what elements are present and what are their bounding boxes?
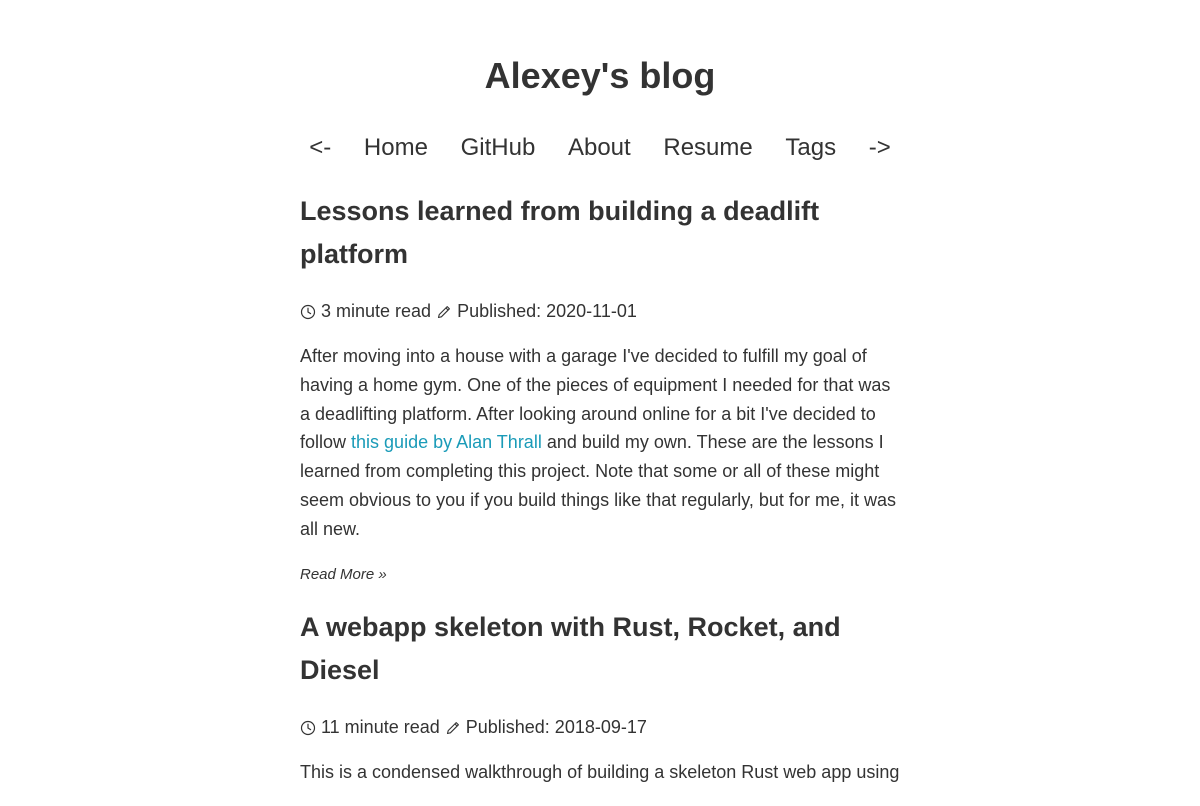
nav-prev-link[interactable]: <-: [309, 134, 332, 161]
clock-icon: [300, 714, 316, 740]
post-meta: [300, 298, 900, 324]
clock-icon: [300, 298, 316, 324]
nav-item-github[interactable]: GitHub: [460, 134, 536, 161]
read-time: 3 minute read: [321, 301, 432, 321]
pencil-icon: [445, 714, 461, 740]
nav-next-link[interactable]: ->: [868, 134, 891, 161]
excerpt-text: and build my own. These are the lessons I learned from completing this project. Note that some or all of these might seem obvious to you if you build things like that regularly, but for me, it was all new.: [300, 432, 896, 539]
main-nav: [0, 130, 1200, 166]
published-date: Published: 2018-09-17: [465, 716, 647, 737]
read-more-link[interactable]: Read More »: [300, 565, 387, 583]
post-title-link[interactable]: A webapp skeleton with Rust, Rocket, and Diesel: [300, 611, 841, 685]
post-excerpt: [300, 758, 900, 787]
excerpt-text: After moving into a house with a garage I've decided to fulfill my goal of having a home gym. One of the pieces of equipment I needed for that was a deadlifting platform. After looking around online for a bit I've decided to follow: [300, 346, 891, 453]
post-title: [300, 190, 900, 276]
post-meta: [300, 714, 900, 740]
post-item: [300, 190, 900, 586]
read-time: 11 minute read: [321, 716, 440, 737]
excerpt-text: This is a condensed walkthrough of building a skeleton Rust web app using: [300, 761, 900, 782]
pencil-icon: [436, 298, 452, 324]
nav-item-home[interactable]: Home: [363, 134, 428, 161]
post-list: [300, 190, 900, 806]
site-title[interactable]: Alexey's blog: [484, 55, 716, 96]
guide-link[interactable]: this guide by Alan Thrall: [351, 432, 542, 453]
post-title: [300, 606, 900, 692]
post-title-link[interactable]: Lessons learned from building a deadlift platform: [300, 196, 820, 269]
published-date: Published: 2020-11-01: [457, 301, 637, 321]
nav-item-resume[interactable]: Resume: [663, 134, 753, 161]
post-excerpt: [300, 342, 900, 544]
nav-item-tags[interactable]: Tags: [785, 134, 837, 161]
post-item: [300, 606, 900, 787]
nav-item-about[interactable]: About: [567, 134, 631, 161]
